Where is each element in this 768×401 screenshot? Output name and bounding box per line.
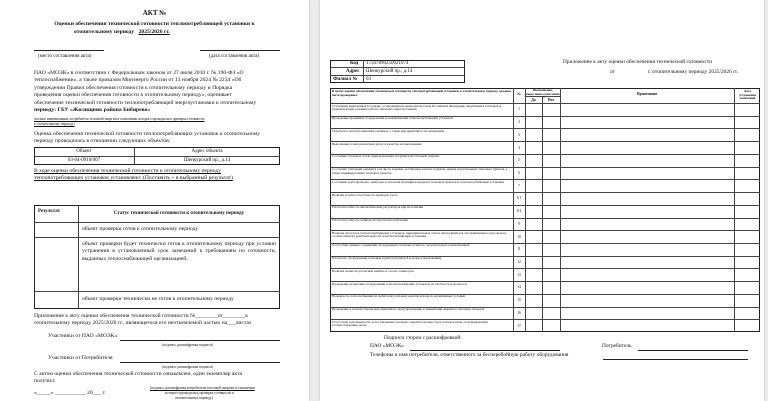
subtitle-year: 2025/2026 гг. bbox=[138, 29, 170, 35]
no-cell[interactable] bbox=[542, 319, 560, 332]
header-divider bbox=[330, 67, 465, 68]
remarks-cell[interactable] bbox=[560, 116, 734, 129]
remarks-cell[interactable] bbox=[560, 103, 734, 116]
body-line: ПАО «МОЭК» в соответствии с Федеральным законом от 27 июля 2010 г. № 190-ФЗ «О bbox=[34, 70, 244, 76]
requirement-text: Разработка эксплуатационных режимов, а также мероприятий по их внедрению bbox=[332, 129, 445, 133]
header-col-divider bbox=[363, 60, 364, 83]
remarks-cell[interactable] bbox=[560, 192, 734, 205]
yes-cell[interactable] bbox=[525, 256, 542, 269]
requirement-text: Проведение промывки оборудования и коммуникаций теплопотребляющих установок bbox=[332, 117, 454, 121]
deadline-cell[interactable] bbox=[734, 192, 760, 205]
yes-cell[interactable] bbox=[525, 218, 542, 231]
remarks-cell[interactable] bbox=[560, 281, 734, 294]
yes-cell[interactable] bbox=[525, 103, 542, 116]
yes-cell[interactable] bbox=[525, 128, 542, 141]
requirement-number: 3 bbox=[518, 132, 520, 137]
yes-cell[interactable] bbox=[525, 154, 542, 167]
body-line-consumer: периоду: ГБУ «Жилищник района Бибирево» bbox=[34, 107, 151, 114]
no-cell[interactable] bbox=[542, 243, 560, 256]
requirement-text: Состояние утепления зданий (в том числе чердаки, лестничные клетки, подвалы, двери) и центральных тепловых пунктов, а также индивидуальных тепловых пунктов bbox=[332, 168, 508, 175]
sig-consumer-label: Потребитель bbox=[602, 343, 632, 349]
deadline-cell[interactable] bbox=[734, 141, 760, 154]
act-title: АКТ № bbox=[142, 9, 167, 17]
no-cell[interactable] bbox=[542, 116, 560, 129]
requirement-text: Надежность теплоснабжения потребителей тепловой энергии исходя из нормативных условий bbox=[332, 295, 465, 299]
yes-cell[interactable] bbox=[525, 167, 542, 180]
requirement-number: 9 bbox=[518, 221, 520, 226]
requirement-number: 11 bbox=[517, 247, 521, 252]
requirement-number: 2 bbox=[518, 120, 520, 125]
deadline-cell[interactable] bbox=[734, 205, 760, 218]
remarks-cell[interactable] bbox=[560, 218, 734, 231]
objects-intro bbox=[34, 131, 280, 146]
result-option-ready[interactable]: объект проверки готов к отопительному периоду bbox=[82, 226, 199, 232]
result-option-not-ready[interactable]: объект проверки технически не готов к отопительному периоду bbox=[82, 296, 234, 302]
deadline-cell[interactable] bbox=[734, 256, 760, 269]
remarks-cell[interactable] bbox=[560, 319, 734, 332]
yes-cell[interactable] bbox=[525, 307, 542, 320]
completion-header: Выполнение, выполнено (заполнить +) bbox=[526, 89, 560, 100]
consumer-sign-line[interactable] bbox=[638, 350, 748, 351]
remarks-cell[interactable] bbox=[560, 230, 734, 243]
deadline-cell[interactable] bbox=[734, 116, 760, 129]
moek-signature-line[interactable] bbox=[120, 340, 280, 341]
num-header: № bbox=[517, 92, 521, 96]
appendix-line: Приложение к акту оценки обеспечения технической готовности №________от________к bbox=[34, 313, 248, 319]
objects-cell-object: 03-04-0910/007 bbox=[67, 158, 101, 163]
requirement-number: 1 bbox=[518, 107, 520, 112]
yes-header: Да bbox=[531, 98, 536, 102]
act-subtitle-2 bbox=[74, 30, 170, 36]
act-subtitle-1: Оценки обеспечения технической готовности теплопотребляющей установки к bbox=[54, 21, 255, 27]
phone-line: Телефоны и имя потребителя, ответственного за бесперебойную работу оборудования bbox=[370, 352, 569, 358]
remarks-cell[interactable] bbox=[560, 128, 734, 141]
date-blank[interactable]: «_____» ___________ 20___ г. bbox=[34, 390, 106, 396]
body-note-2: к отопительному периоду) bbox=[34, 122, 75, 126]
body-line: проведения оценки обеспечения готовности к отопительному периоду», оценивает bbox=[34, 92, 232, 99]
no-cell[interactable] bbox=[542, 281, 560, 294]
footer-note-3: отопительному периоду) bbox=[175, 396, 213, 400]
yes-cell[interactable] bbox=[525, 141, 542, 154]
requirement-text: Состояние тепловых сетей, принадлежащих потребителю тепловой энергии bbox=[332, 155, 440, 159]
deadline-cell[interactable] bbox=[734, 281, 760, 294]
signatures-title: Подписи сторон с расшифровкой: bbox=[384, 335, 462, 341]
no-cell[interactable] bbox=[542, 218, 560, 231]
requirement-number: 5 bbox=[518, 158, 520, 163]
requirement-text: Отсутствие задолженности за поставленные тепловую энергию (мощность) и теплоноситель, подтвержденной соответствующим актом bbox=[332, 320, 488, 328]
remarks-cell[interactable] bbox=[560, 179, 734, 192]
requirement-number: 14 bbox=[517, 285, 521, 290]
yes-cell[interactable] bbox=[525, 205, 542, 218]
remarks-cell[interactable] bbox=[560, 294, 734, 307]
act-page bbox=[0, 0, 309, 401]
act-body bbox=[34, 70, 280, 114]
yes-cell[interactable] bbox=[525, 179, 542, 192]
participants-consumer: Участники от Потребителя bbox=[48, 355, 113, 361]
results-header-result: Результат bbox=[38, 209, 61, 214]
requirement-text: Работоспособность автоматических регуляторов при их наличии bbox=[332, 206, 424, 210]
no-cell[interactable] bbox=[542, 192, 560, 205]
no-header: Нет bbox=[547, 98, 555, 102]
requirement-text: Состояние трубопроводов, арматуры и тепловой изоляции в пределах тепловых пунктов и теплопотребляющей установки bbox=[332, 180, 504, 184]
branch-label: Филиал № bbox=[333, 77, 358, 82]
requirement-text: Работоспособность защиты систем теплопотребления bbox=[332, 219, 408, 222]
signature-caption-1: (подпись, расшифровка подписи) bbox=[162, 343, 214, 347]
footer-note-1: (подпись, расшифровка потребителя тепловой энергии в отношении bbox=[150, 386, 255, 390]
no-cell[interactable] bbox=[542, 128, 560, 141]
signature-caption-2: (подпись, расшифровка подписи) bbox=[162, 365, 214, 369]
participants-moek: Участники от ПАО «МОЭК»: bbox=[48, 333, 119, 339]
no-cell[interactable] bbox=[542, 268, 560, 281]
requirement-text: Наличие и работоспособность приборов учета bbox=[332, 193, 398, 197]
no-cell[interactable] bbox=[542, 205, 560, 218]
yes-cell[interactable] bbox=[525, 319, 542, 332]
requirement-text: Выполнение плана ремонтных работ и качество их выполнения bbox=[332, 142, 422, 146]
remarks-cell[interactable] bbox=[560, 243, 734, 256]
body-line: теплоснабжении», а также приказом Минэнерго России от 13 ноября 2024 № 2234 «Об bbox=[34, 77, 242, 84]
code-value: 17567890250021074 bbox=[366, 61, 409, 66]
requirement-number: 7 bbox=[518, 183, 520, 188]
date-line bbox=[200, 50, 280, 51]
yes-cell[interactable] bbox=[525, 294, 542, 307]
requirement-text: Отсутствие прямых соединений оборудования тепловых пунктов с водопроводом и канализацией bbox=[332, 244, 470, 248]
remarks-cell[interactable] bbox=[560, 307, 734, 320]
deadline-cell[interactable] bbox=[734, 294, 760, 307]
deadline-header: Дата устранения замечаний bbox=[738, 90, 757, 101]
no-cell[interactable] bbox=[542, 307, 560, 320]
objects-intro-line: Оценка обеспечения технической готовности теплопотребляющих установок к отопительному bbox=[34, 131, 261, 137]
deadline-cell[interactable] bbox=[734, 167, 760, 180]
results-row-divider bbox=[34, 291, 280, 292]
code-label: Код bbox=[350, 61, 359, 66]
familiar-line: получил: bbox=[34, 378, 56, 385]
course-line: В ходе оценки обеспечения технической готовности к отопительному периоду bbox=[34, 168, 222, 174]
no-cell[interactable] bbox=[542, 179, 560, 192]
no-cell[interactable] bbox=[542, 256, 560, 269]
objects-intro-line: периоду проводилась в отношении следующих объектов: bbox=[34, 138, 171, 145]
requirement-text: Проведение в полном объеме мероприятий по предупреждению и ликвидации аварий на тепловых объектах bbox=[332, 308, 485, 312]
date-caption: (дата составления акта) bbox=[209, 54, 260, 59]
body-line: обеспечение технической готовности теплопотребляющей энергоустановки к отопительному bbox=[34, 99, 257, 106]
yes-cell[interactable] bbox=[525, 230, 542, 243]
results-header-status: Статус технической готовности к отопительному периоду bbox=[113, 211, 245, 216]
consumer-signature-line[interactable] bbox=[120, 362, 280, 363]
remarks-cell[interactable] bbox=[560, 167, 734, 180]
requirement-number: 17 bbox=[517, 323, 521, 328]
no-cell[interactable] bbox=[542, 167, 560, 180]
results-row-divider bbox=[34, 237, 280, 238]
results-row-divider bbox=[34, 222, 280, 223]
appendix-title: Приложение к акту оценки обеспечения технической готовности bbox=[563, 59, 712, 65]
yes-cell[interactable] bbox=[525, 116, 542, 129]
appendix-line: отопительному периоду 2025/2026 гг., являющегося его неотъемлемой частью на___листах bbox=[34, 320, 252, 327]
deadline-cell[interactable] bbox=[734, 230, 760, 243]
remarks-cell[interactable] bbox=[560, 154, 734, 167]
remarks-cell[interactable] bbox=[560, 256, 734, 269]
branch-value: 03 bbox=[366, 77, 371, 82]
yes-cell[interactable] bbox=[525, 268, 542, 281]
appendix-page bbox=[320, 0, 764, 401]
yes-cell[interactable] bbox=[525, 192, 542, 205]
results-col-divider bbox=[78, 205, 79, 309]
body-note-1: (полное наименование потребителя тепловой энергии в отношении которого проводилась проверка готовности bbox=[34, 117, 205, 121]
body-line: утверждении Правил обеспечения готовности к отопительному периоду и Порядка bbox=[34, 84, 233, 91]
remarks-cell[interactable] bbox=[560, 141, 734, 154]
subtitle-period-text: отопительному периоду bbox=[74, 29, 135, 35]
place-caption: (место составления акта) bbox=[38, 54, 92, 59]
requirement-text: Устранение выявленных в порядке, установленном законодательством Российской Федерации, нарушений в тепловых и гидравлических режимах работы тепловых энергоустановок bbox=[332, 104, 501, 112]
requirement-number: 6 bbox=[518, 170, 520, 175]
objects-header-address: Адрес объекта bbox=[191, 149, 223, 154]
no-cell[interactable] bbox=[542, 141, 560, 154]
requirement-number: 12 bbox=[517, 260, 521, 265]
requirement-number: 16 bbox=[517, 310, 521, 315]
yes-cell[interactable] bbox=[525, 281, 542, 294]
footer-note-2: которого проводилась проверка готовности к bbox=[165, 391, 234, 395]
header-divider bbox=[330, 75, 465, 76]
deadline-cell[interactable] bbox=[734, 307, 760, 320]
requirement-number: 13 bbox=[517, 272, 521, 277]
moek-sign-line[interactable] bbox=[410, 350, 560, 351]
deadline-cell[interactable] bbox=[734, 243, 760, 256]
familiar-text bbox=[34, 371, 280, 386]
remarks-cell[interactable] bbox=[560, 268, 734, 281]
address-label: Адрес bbox=[346, 69, 360, 74]
familiar-line: С актом оценки обеспечения технической готовности ознакомлен, один экземпляр акта bbox=[34, 371, 243, 377]
result-option-conditional[interactable]: объект проверки будет технически готов к отопительному периоду при условии устранения в установленный срок замечаний к требованиям по готовности, выданных теплоснабжающей организацией; bbox=[82, 241, 276, 262]
no-cell[interactable] bbox=[542, 154, 560, 167]
requirement-number: 8.2 bbox=[516, 209, 522, 214]
no-cell[interactable] bbox=[542, 230, 560, 243]
remarks-cell[interactable] bbox=[560, 205, 734, 218]
objects-table-divider bbox=[34, 156, 280, 157]
yes-cell[interactable] bbox=[525, 243, 542, 256]
deadline-cell[interactable] bbox=[734, 179, 760, 192]
appendix-from: от bbox=[610, 69, 615, 75]
deadline-cell[interactable] bbox=[734, 218, 760, 231]
address-value: Шенкурский пр., д.14 bbox=[366, 69, 413, 74]
requirement-text: Проведение испытания оборудования теплопотребляющих установок на плотность и прочность bbox=[332, 282, 468, 286]
requirement-text: Плотность оборудования тепловых пунктов (пункты 8 и далее в приложении) bbox=[332, 257, 442, 261]
requirement-text: Наличие пломб на расчетных шайбах и соплах элеваторов bbox=[332, 269, 414, 273]
requirement-number: 10 bbox=[517, 234, 521, 239]
no-cell[interactable] bbox=[542, 294, 560, 307]
requirement-number: 4 bbox=[518, 145, 520, 150]
no-cell[interactable] bbox=[542, 103, 560, 116]
phone-input-line[interactable] bbox=[603, 359, 748, 360]
deadline-cell[interactable] bbox=[734, 103, 760, 116]
requirement-text: Наличие паспортов теплопотребляющих установок, принципиальных схем и инструкций для обслуживающего персонала в соответствии их действительности теплопотребляющей установки bbox=[332, 231, 507, 239]
requirement-header: В целях оценки обеспечения технической готовности теплопотребляющей установки к отопительному периоду должны быть проверены: bbox=[332, 90, 511, 97]
appendix-period: г. отопительному периоду 2025/2026 гг. bbox=[648, 69, 739, 75]
requirement-number: 15 bbox=[517, 298, 521, 303]
deadline-cell[interactable] bbox=[734, 128, 760, 141]
course-text bbox=[34, 168, 280, 183]
sig-moek-label: ПАО «МОЭК» bbox=[370, 343, 404, 349]
objects-header-object: Объект bbox=[76, 149, 92, 154]
deadline-cell[interactable] bbox=[734, 268, 760, 281]
place-line bbox=[34, 50, 104, 51]
remarks-header: Примечание bbox=[636, 92, 658, 96]
objects-cell-address: Шенкурский пр., д.14 bbox=[183, 158, 231, 163]
deadline-cell[interactable] bbox=[734, 154, 760, 167]
appendix-text bbox=[34, 313, 280, 328]
requirement-number: 8.1 bbox=[516, 196, 522, 201]
deadline-cell[interactable] bbox=[734, 319, 760, 332]
course-line: теплопотребляющих установок установлено: (Поставить + в выбранный результат) bbox=[34, 175, 233, 182]
